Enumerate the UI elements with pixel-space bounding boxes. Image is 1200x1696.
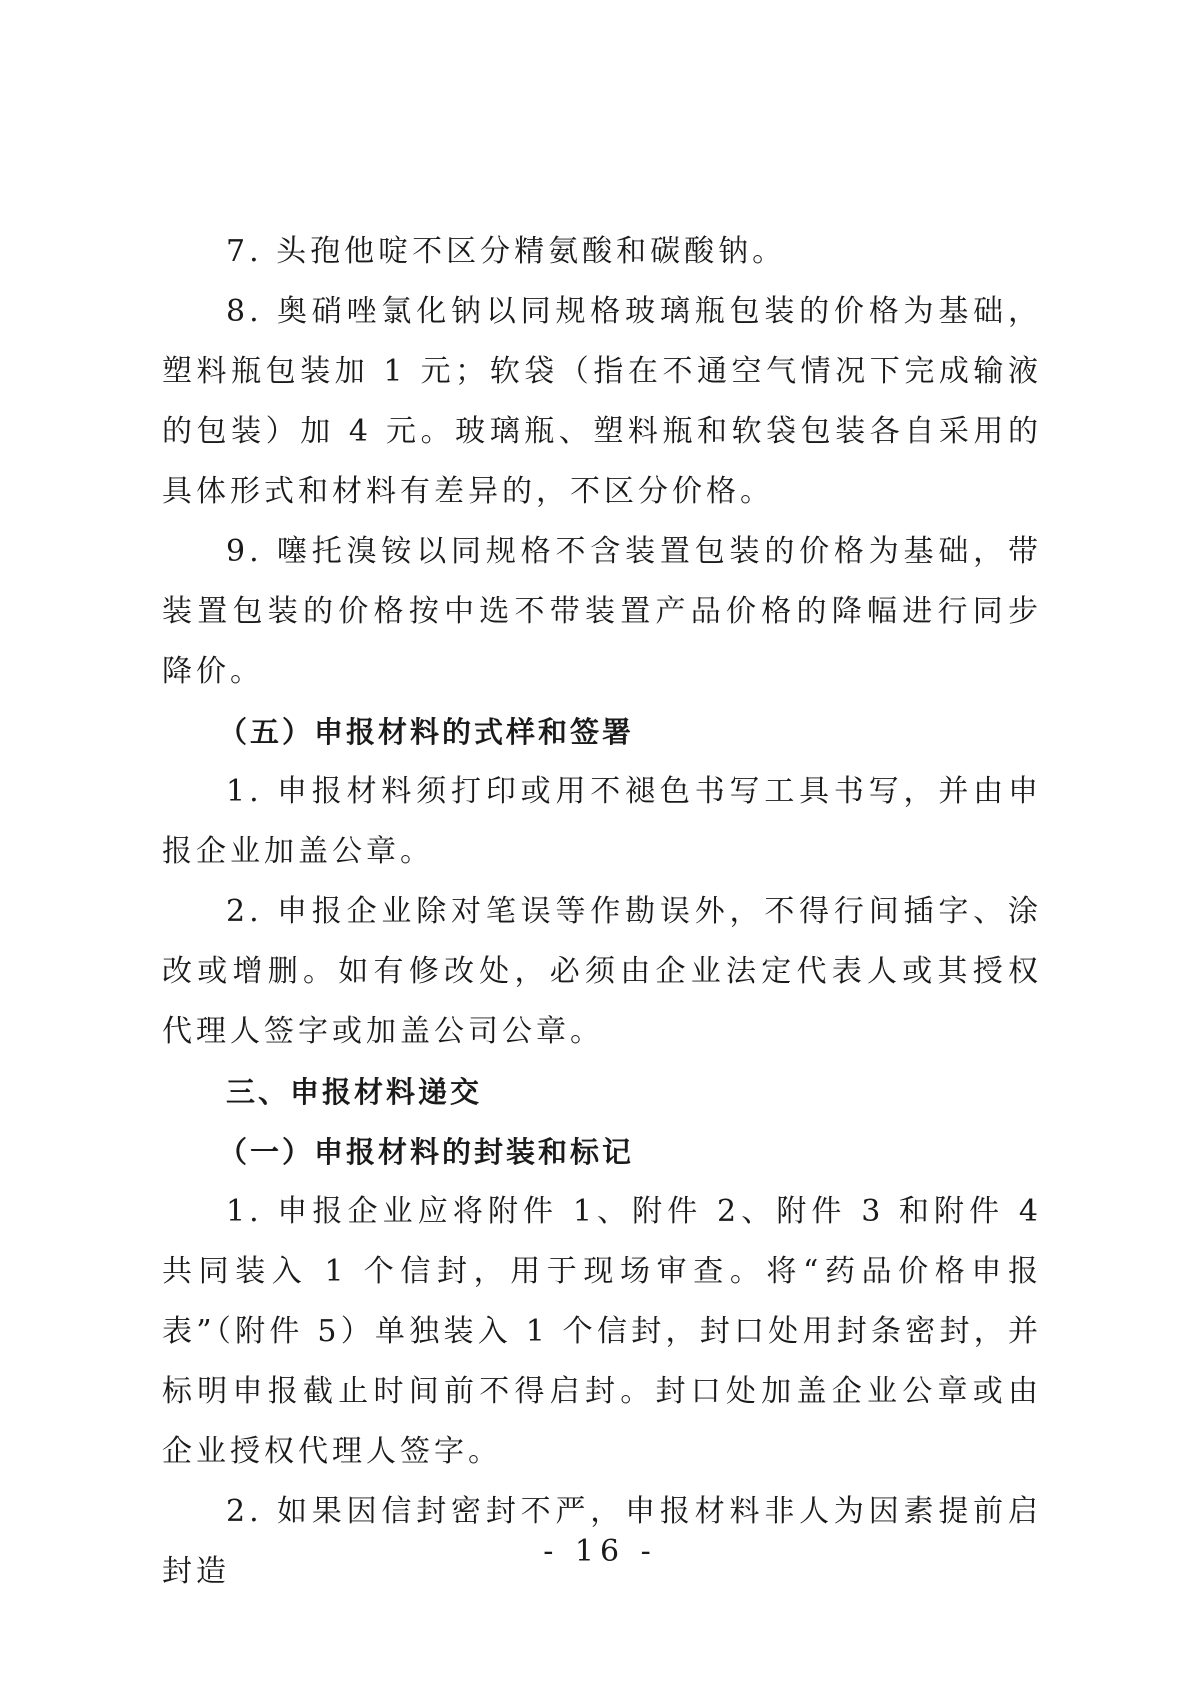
chapter-heading-3: 三、申报材料递交 xyxy=(226,1075,483,1109)
paragraph-seal-1: 1. 申报企业应将附件 1、附件 2、附件 3 和附件 4 共同装入 1 个信封，用于现场审查。将“药品价格申报表”（附件 5）单独装入 1 个信封，封口处用封条密封，并标明申报截止时间前不得启封。封口处加盖企业公章或由企业授权代理人签字。 xyxy=(162,1194,1042,1469)
document-body xyxy=(162,222,1042,1602)
page-number: - 16 - xyxy=(543,1534,657,1569)
section-heading-1: （一）申报材料的封装和标记 xyxy=(218,1135,635,1169)
paragraph-item-9: 9. 噻托溴铵以同规格不含装置包装的价格为基础，带装置包装的价格按中选不带装置产品价格的降幅进行同步降价。 xyxy=(162,534,1042,689)
paragraph-format-2: 2. 申报企业除对笔误等作勘误外，不得行间插字、涂改或增删。如有修改处，必须由企业法定代表人或其授权代理人签字或加盖公司公章。 xyxy=(162,894,1042,1049)
paragraph-seal-2: 2. 如果因信封密封不严，申报材料非人为因素提前启封造 xyxy=(162,1494,1042,1589)
paragraph-item-8: 8. 奥硝唑氯化钠以同规格玻璃瓶包装的价格为基础，塑料瓶包装加 1 元；软袋（指在不通空气情况下完成输液的包装）加 4 元。玻璃瓶、塑料瓶和软袋包装各自采用的具体形式和材料有差异的，不区分价格。 xyxy=(162,294,1042,509)
paragraph-format-1: 1. 申报材料须打印或用不褪色书写工具书写，并由申报企业加盖公章。 xyxy=(162,774,1042,869)
paragraph-item-7: 7. 头孢他啶不区分精氨酸和碳酸钠。 xyxy=(226,234,787,269)
section-heading-5: （五）申报材料的式样和签署 xyxy=(218,715,635,749)
